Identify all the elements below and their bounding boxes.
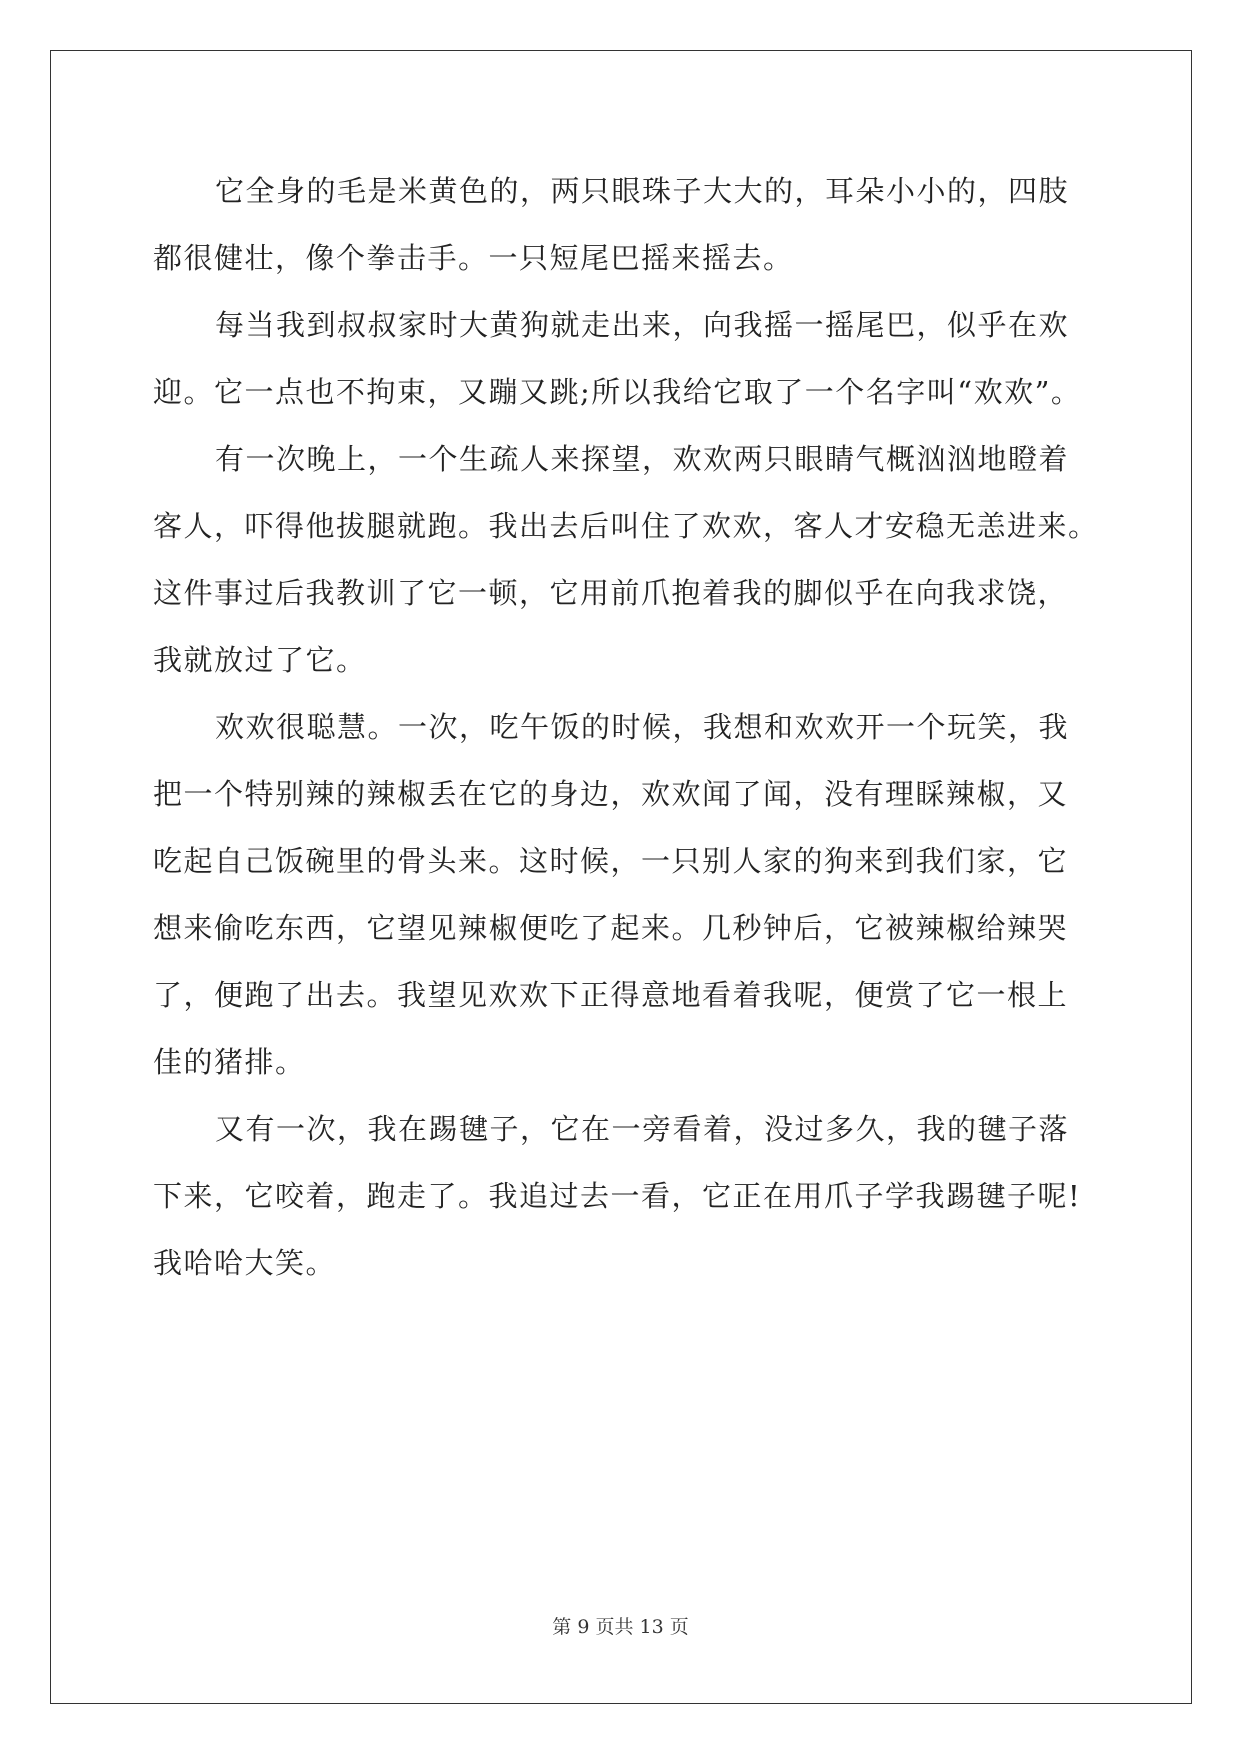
paragraph <box>153 1096 1088 1297</box>
paragraph-line: 有一次晚上，一个生疏人来探望，欢欢两只眼睛气概汹汹地瞪着 <box>215 442 1070 476</box>
paragraph <box>153 292 1088 426</box>
paragraph <box>153 426 1099 694</box>
paragraph-line: 都很健壮，像个拳击手。一只短尾巴摇来摇去。 <box>153 241 794 275</box>
paragraph-line: 想来偷吃东西，它望见辣椒便吃了起来。几秒钟后，它被辣椒给辣哭 <box>153 911 1069 945</box>
page-footer <box>0 1612 1241 1639</box>
paragraph-line: 吃起自己饭碗里的骨头来。这时候，一只别人家的狗来到我们家，它 <box>153 844 1069 878</box>
paragraph-line: 把一个特别辣的辣椒丢在它的身边，欢欢闻了闻，没有理睬辣椒，又 <box>153 777 1069 811</box>
paragraph-line: 佳的猪排。 <box>153 1045 306 1079</box>
paragraph-line: 客人，吓得他拔腿就跑。我出去后叫住了欢欢，客人才安稳无恙进来。 <box>153 509 1099 543</box>
paragraph-line: 它全身的毛是米黄色的，两只眼珠子大大的，耳朵小小的，四肢 <box>215 174 1070 208</box>
paragraph <box>153 158 1088 292</box>
paragraph-line: 我就放过了它。 <box>153 643 367 677</box>
paragraph-line: 欢欢很聪慧。一次，吃午饭的时候，我想和欢欢开一个玩笑，我 <box>215 710 1070 744</box>
paragraph-line: 下来，它咬着，跑走了。我追过去一看，它正在用爪子学我踢毽子呢! <box>153 1179 1082 1213</box>
paragraph <box>153 694 1088 1096</box>
paragraph-line: 这件事过后我教训了它一顿，它用前爪抱着我的脚似乎在向我求饶， <box>153 576 1069 610</box>
document-body <box>153 158 1099 1297</box>
paragraph-line: 又有一次，我在踢毽子，它在一旁看着，没过多久，我的毽子落 <box>215 1112 1070 1146</box>
paragraph-line: 了，便跑了出去。我望见欢欢下正得意地看着我呢，便赏了它一根上 <box>153 978 1069 1012</box>
paragraph-line: 我哈哈大笑。 <box>153 1246 337 1280</box>
page-total: 共 13 页 <box>614 1616 689 1638</box>
page-number: 第 9 页 <box>552 1616 615 1638</box>
paragraph-line: 迎。它一点也不拘束，又蹦又跳;所以我给它取了一个名字叫“欢欢”。 <box>153 375 1082 409</box>
paragraph-line: 每当我到叔叔家时大黄狗就走出来，向我摇一摇尾巴，似乎在欢 <box>215 308 1070 342</box>
